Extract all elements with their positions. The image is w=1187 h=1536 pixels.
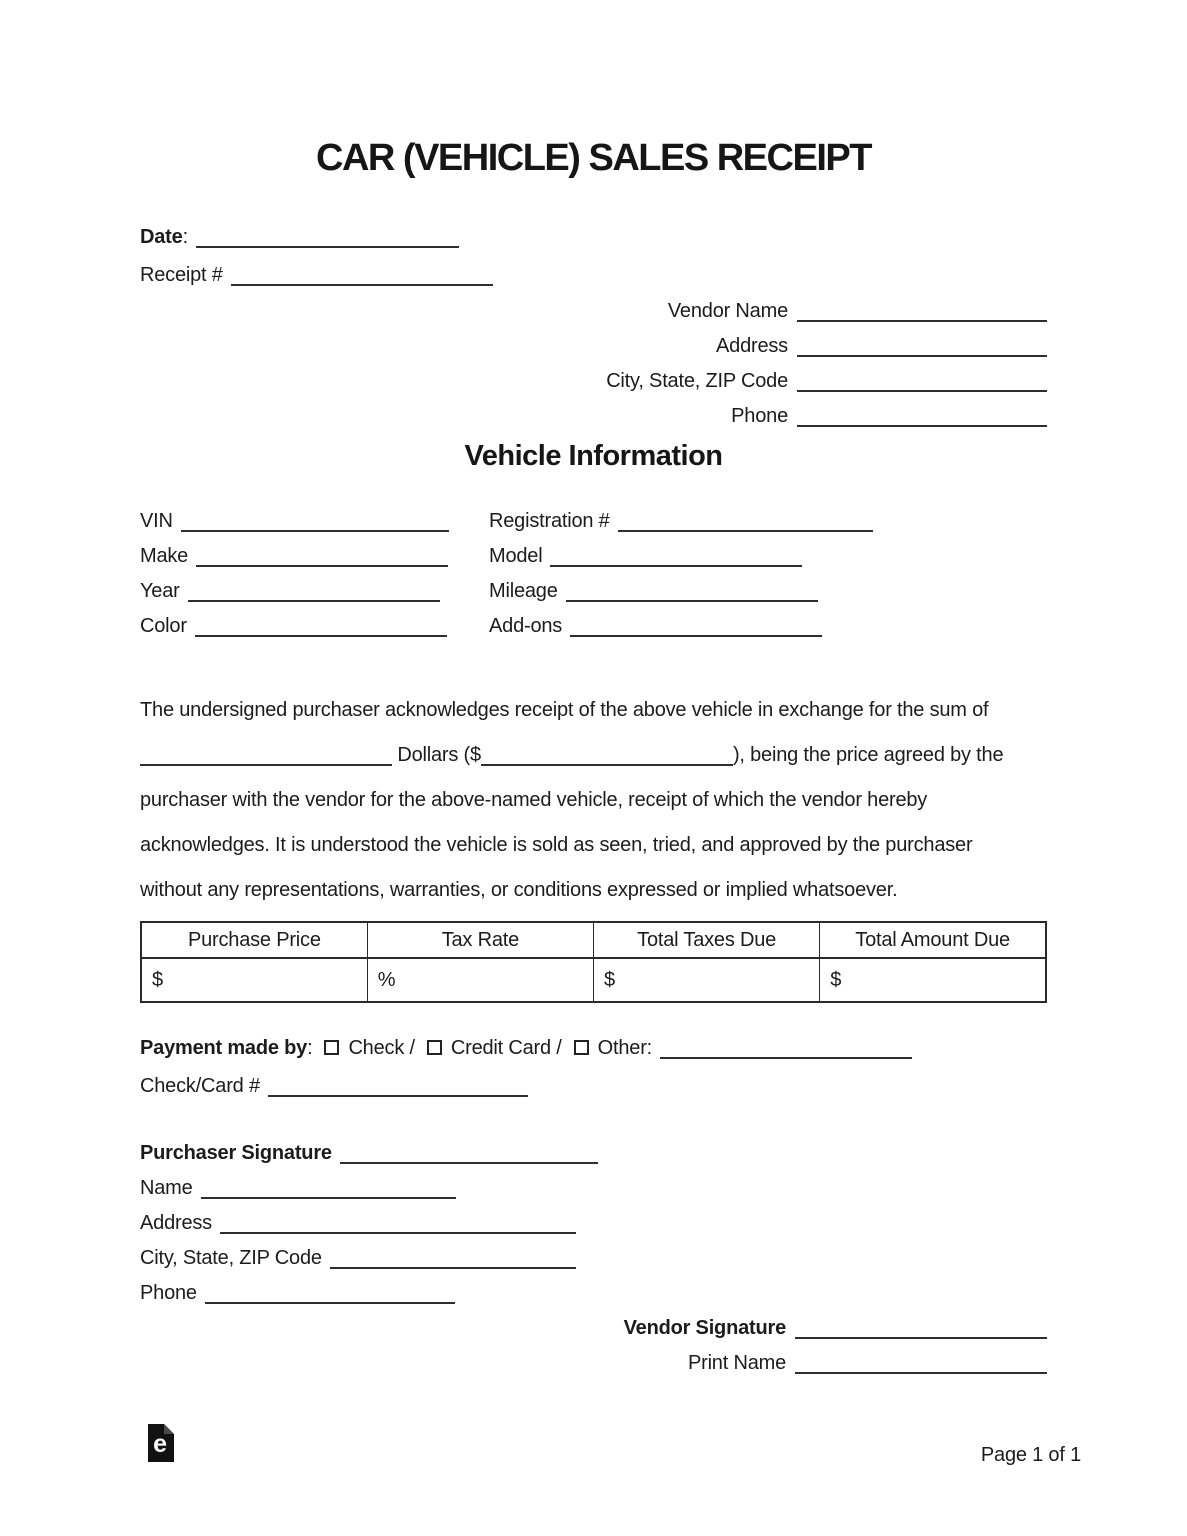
sum-words-fill-line[interactable]: [140, 748, 392, 766]
vendor-name-row: [140, 294, 1047, 329]
vendor-print-name-fill-line[interactable]: [795, 1356, 1047, 1374]
purchaser-name-row: [140, 1171, 1047, 1206]
check-card-number-fill-line[interactable]: [268, 1079, 528, 1097]
vendor-address-label: Address: [716, 335, 788, 357]
model-label: Model: [489, 545, 543, 567]
vendor-name-fill-line[interactable]: [797, 304, 1047, 322]
purchaser-city-state-zip-row: [140, 1241, 1047, 1276]
payment-method-row: [140, 1029, 1047, 1067]
total-amount-due-header: Total Amount Due: [820, 922, 1046, 958]
paragraph-line-5: [140, 868, 1047, 913]
purchase-price-header: Purchase Price: [141, 922, 367, 958]
make-fill-line[interactable]: [196, 549, 448, 567]
check-option-label: Check: [348, 1037, 405, 1059]
purchaser-phone-row: [140, 1276, 1047, 1311]
total-amount-due-cell[interactable]: $: [820, 958, 1046, 1002]
receipt-number-row: [140, 256, 1047, 294]
paragraph-text-3: purchaser with the vendor for the above-named vehicle, receipt of which the vendor hereby: [140, 789, 928, 811]
purchaser-address-label: Address: [140, 1212, 212, 1234]
check-card-number-label: Check/Card #: [140, 1075, 260, 1097]
tax-rate-cell[interactable]: %: [367, 958, 593, 1002]
vendor-print-name-row: [140, 1346, 1047, 1381]
vendor-address-row: [140, 329, 1047, 364]
addons-field: [489, 609, 1047, 644]
tax-rate-header: Tax Rate: [367, 922, 593, 958]
registration-label: Registration #: [489, 510, 610, 532]
model-fill-line[interactable]: [550, 549, 802, 567]
check-checkbox[interactable]: [324, 1040, 339, 1055]
vin-field: [140, 504, 489, 539]
make-field: [140, 539, 489, 574]
purchaser-name-label: Name: [140, 1177, 193, 1199]
date-fill-line[interactable]: [196, 230, 459, 248]
paragraph-text-2b: ), being the price agreed by the: [732, 744, 1004, 766]
purchaser-name-fill-line[interactable]: [201, 1181, 456, 1199]
price-table: [140, 921, 1047, 1003]
payment-made-by-label: Payment made by: [140, 1037, 308, 1059]
vin-label: VIN: [140, 510, 173, 532]
paragraph-line-1: [140, 688, 1047, 733]
addons-fill-line[interactable]: [570, 619, 822, 637]
credit-card-checkbox[interactable]: [427, 1040, 442, 1055]
acknowledgement-paragraph: [140, 688, 1047, 913]
paragraph-text-4: acknowledges. It is understood the vehicle is sold as seen, tried, and approved by the purchaser: [140, 834, 973, 856]
document-page-icon: [148, 1424, 174, 1462]
purchaser-signature-fill-line[interactable]: [340, 1146, 598, 1164]
date-colon: :: [182, 226, 188, 248]
vendor-city-state-zip-fill-line[interactable]: [797, 374, 1047, 392]
year-field: [140, 574, 489, 609]
year-fill-line[interactable]: [188, 584, 440, 602]
other-fill-line[interactable]: [660, 1041, 912, 1059]
addons-label: Add-ons: [489, 615, 563, 637]
check-card-number-row: [140, 1067, 1047, 1105]
purchaser-city-state-zip-label: City, State, ZIP Code: [140, 1247, 322, 1269]
vin-fill-line[interactable]: [181, 514, 449, 532]
vendor-phone-label: Phone: [731, 405, 788, 427]
credit-card-option-label: Credit Card: [450, 1037, 551, 1059]
receipt-number-label: Receipt #: [140, 264, 223, 286]
vendor-name-label: Vendor Name: [667, 300, 788, 322]
vendor-info-block: [140, 294, 1047, 434]
paragraph-text-1: The undersigned purchaser acknowledges receipt of the above vehicle in exchange for the sum of: [140, 699, 989, 721]
color-fill-line[interactable]: [195, 619, 447, 637]
date-row: [140, 218, 1047, 256]
price-table-header-row: [141, 922, 1046, 958]
vehicle-row-4: [140, 609, 1047, 644]
payment-colon: :: [307, 1037, 313, 1059]
total-taxes-due-header: Total Taxes Due: [594, 922, 820, 958]
paragraph-line-4: [140, 823, 1047, 868]
option-separator-2: /: [556, 1037, 562, 1059]
color-label: Color: [140, 615, 187, 637]
purchaser-signature-label: Purchaser Signature: [140, 1142, 332, 1164]
vendor-signature-fill-line[interactable]: [795, 1321, 1047, 1339]
paragraph-text-5: without any representations, warranties, or conditions expressed or implied whatsoever.: [140, 879, 898, 901]
vendor-city-state-zip-label: City, State, ZIP Code: [606, 370, 788, 392]
page-title: CAR (VEHICLE) SALES RECEIPT: [316, 137, 871, 179]
vehicle-row-1: [140, 504, 1047, 539]
vendor-phone-row: [140, 399, 1047, 434]
purchaser-block: [140, 1135, 1047, 1311]
vendor-city-state-zip-row: [140, 364, 1047, 399]
year-label: Year: [140, 580, 180, 602]
model-field: [489, 539, 1047, 574]
total-taxes-due-cell[interactable]: $: [594, 958, 820, 1002]
paragraph-line-3: [140, 778, 1047, 823]
date-label: Date: [140, 226, 183, 248]
option-separator-1: /: [409, 1037, 415, 1059]
purchaser-phone-label: Phone: [140, 1282, 197, 1304]
vendor-phone-fill-line[interactable]: [797, 409, 1047, 427]
price-table-value-row: [141, 958, 1046, 1002]
vehicle-row-2: [140, 539, 1047, 574]
make-label: Make: [140, 545, 189, 567]
purchaser-address-row: [140, 1206, 1047, 1241]
vehicle-row-3: [140, 574, 1047, 609]
purchase-price-cell[interactable]: $: [141, 958, 367, 1002]
receipt-number-fill-line[interactable]: [231, 268, 493, 286]
vendor-signature-label: Vendor Signature: [623, 1317, 786, 1339]
color-field: [140, 609, 489, 644]
sum-numeric-fill-line[interactable]: [481, 748, 733, 766]
vehicle-information-heading: Vehicle Information: [464, 440, 723, 472]
mileage-fill-line[interactable]: [566, 584, 818, 602]
logo-letter: e: [153, 1430, 167, 1458]
purchaser-city-state-zip-fill-line[interactable]: [330, 1251, 576, 1269]
registration-field: [489, 504, 1047, 539]
vehicle-info-grid: [140, 504, 1047, 644]
purchaser-signature-row: [140, 1135, 1047, 1171]
paragraph-text-2a: Dollars ($: [392, 744, 481, 766]
page-number: Page 1 of 1: [980, 1444, 1081, 1466]
other-option-label: Other:: [597, 1037, 653, 1059]
other-checkbox[interactable]: [574, 1040, 589, 1055]
purchaser-phone-fill-line[interactable]: [205, 1286, 455, 1304]
paragraph-line-2: [140, 733, 1047, 778]
mileage-field: [489, 574, 1047, 609]
registration-fill-line[interactable]: [618, 514, 873, 532]
purchaser-address-fill-line[interactable]: [220, 1216, 576, 1234]
vendor-address-fill-line[interactable]: [797, 339, 1047, 357]
vendor-print-name-label: Print Name: [687, 1352, 786, 1374]
eforms-logo: [148, 1424, 174, 1462]
vendor-signature-row: [140, 1311, 1047, 1346]
mileage-label: Mileage: [489, 580, 558, 602]
vendor-signature-block: [140, 1311, 1047, 1381]
